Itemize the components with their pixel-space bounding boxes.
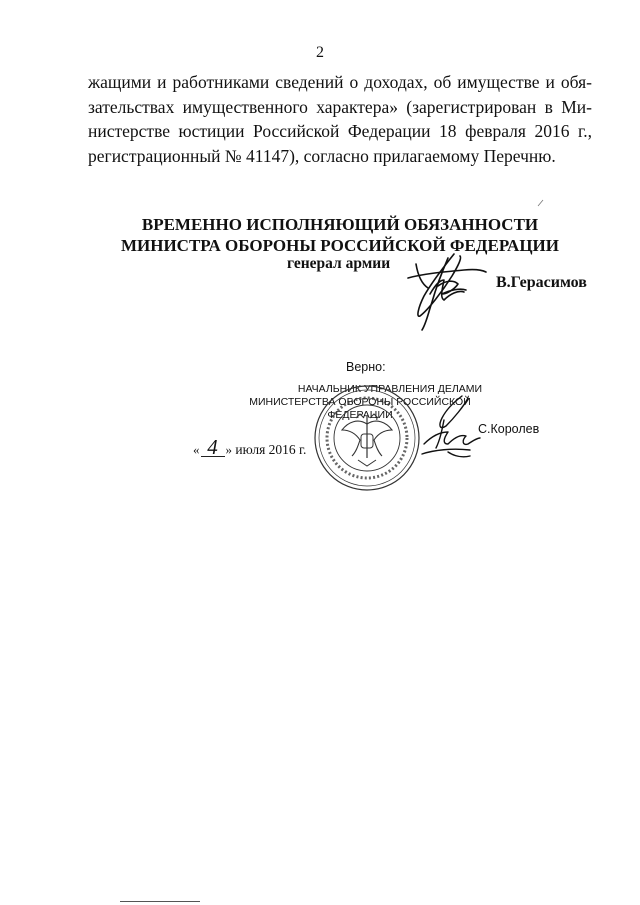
pen-mark-icon bbox=[536, 198, 546, 208]
date-open-quote: « bbox=[193, 442, 200, 457]
certification-signature-icon bbox=[418, 392, 484, 464]
signatory-title-line: МИНИСТРА ОБОРОНЫ РОССИЙСКОЙ ФЕДЕРАЦИИ bbox=[120, 236, 560, 255]
date-day: 4 bbox=[201, 438, 225, 457]
certification-verno: Верно: bbox=[346, 360, 386, 374]
date-close-quote: » bbox=[225, 442, 232, 457]
certification-title-line: МИНИСТЕРСТВА ОБОРОНЫ РОССИЙСКОЙ ФЕДЕРАЦИИ bbox=[249, 396, 471, 421]
body-line: жащими и работниками сведений о доходах, об имуществе и обя- bbox=[88, 72, 592, 92]
signatory-title bbox=[88, 214, 592, 256]
body-line: регистрационный № 41147), согласно прилагаемому Перечню. bbox=[88, 145, 556, 166]
date-rest: июля 2016 г. bbox=[235, 442, 307, 457]
signature-icon bbox=[402, 250, 492, 332]
signatory-rank: генерал армии bbox=[287, 255, 391, 272]
body-line: зательствах имущественного характера» (зарегистрирован в Ми- bbox=[88, 96, 592, 117]
certification-title-line: НАЧАЛЬНИК УПРАВЛЕНИЯ ДЕЛАМИ bbox=[297, 383, 483, 395]
footer-rule bbox=[120, 901, 200, 902]
page-number: 2 bbox=[316, 44, 324, 61]
certification-name: С.Королев bbox=[478, 422, 540, 436]
signatory-title-line: ВРЕМЕННО ИСПОЛНЯЮЩИЙ ОБЯЗАННОСТИ bbox=[141, 215, 539, 234]
official-seal-icon bbox=[312, 382, 422, 494]
signatory-name: В.Герасимов bbox=[496, 274, 587, 291]
body-paragraph bbox=[88, 70, 592, 168]
body-line: нистерстве юстиции Российской Федерации 18 февраля 2016 г., bbox=[88, 121, 592, 141]
certification-date bbox=[193, 435, 307, 459]
